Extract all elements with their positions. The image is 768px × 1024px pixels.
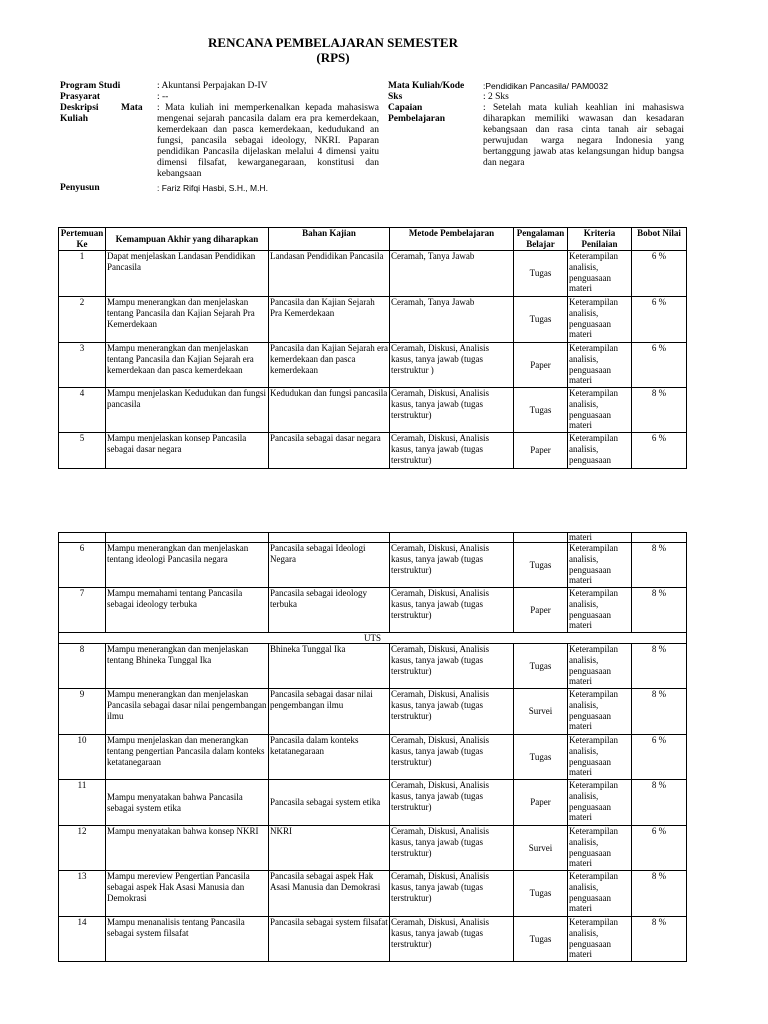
kriteria-cell: Keterampilan analisis, penguasaan materi: [568, 343, 632, 388]
kemampuan-cell: Mampu memahami tentang Pancasila sebagai ideology terbuka: [106, 588, 269, 633]
kemampuan-cell: Mampu menjelaskan Kedudukan dan fungsi pancasila: [106, 388, 269, 433]
kriteria-cell: Keterampilan analisis, penguasaan: [568, 433, 632, 469]
bobot-cell: 8 %: [632, 543, 687, 588]
bahan-cell: Pancasila sebagai aspek Hak Asasi Manusia dan Demokrasi: [269, 871, 390, 917]
header-pertemuan: Pertemuan Ke: [59, 228, 106, 251]
pertemuan-cell: 14: [59, 917, 106, 962]
table-row: [59, 780, 687, 826]
table-row: [59, 644, 687, 689]
pengalaman-cell: Paper: [514, 433, 568, 469]
kriteria-cell: Keterampilan analisis, penguasaan materi: [568, 917, 632, 962]
table-row: [59, 543, 687, 588]
mata-kuliah-label: Mata Kuliah/Kode: [388, 81, 465, 91]
pertemuan-cell: 3: [59, 343, 106, 388]
bahan-cell: Pancasila dan Kajian Sejarah era kemerdekaan dan pasca kemerdekaan: [269, 343, 390, 388]
bobot-cell: 8 %: [632, 871, 687, 917]
kriteria-cell: Keterampilan analisis, penguasaan materi: [568, 644, 632, 689]
bahan-cell: Pancasila sebagai Ideologi Negara: [269, 543, 390, 588]
kemampuan-cell: Mampu menerangkan dan menjelaskan tentang Pancasila dan Kajian Sejarah era kemerdekaan dan pasca kemerdekaan: [106, 343, 269, 388]
bahan-cell: Pancasila dan Kajian Sejarah Pra Kemerdekaan: [269, 297, 390, 343]
pengalaman-cell: Survei: [514, 689, 568, 735]
kriteria-cell: Keterampilan analisis, penguasaan materi: [568, 388, 632, 433]
schedule-table-page-2: [58, 532, 687, 962]
bahan-cell: NKRI: [269, 826, 390, 871]
carry-over-row: [59, 533, 687, 543]
deskripsi-label-kuliah: Kuliah: [60, 114, 88, 124]
kemampuan-cell: Mampu menyatakan bahwa Pancasila sebagai system etika: [106, 780, 269, 826]
pertemuan-cell: 7: [59, 588, 106, 633]
kriteria-cell: Keterampilan analisis, penguasaan materi: [568, 689, 632, 735]
header-kemampuan: Kemampuan Akhir yang diharapkan: [106, 228, 269, 251]
table-row: [59, 917, 687, 962]
metode-cell: Ceramah, Tanya Jawab: [390, 297, 514, 343]
prasyarat-label: Prasyarat: [60, 92, 101, 102]
metode-cell: Ceramah, Diskusi, Analisis kasus, tanya jawab (tugas terstruktur): [390, 689, 514, 735]
bobot-cell: 6 %: [632, 433, 687, 469]
table-row: [59, 826, 687, 871]
metode-cell: Ceramah, Diskusi, Analisis kasus, tanya jawab (tugas terstruktur ): [390, 343, 514, 388]
kriteria-cell: Keterampilan analisis, penguasaan materi: [568, 871, 632, 917]
schedule-table-page-1: [58, 227, 687, 469]
pertemuan-cell: 4: [59, 388, 106, 433]
bahan-cell: Kedudukan dan fungsi pancasila: [269, 388, 390, 433]
table-row: [59, 388, 687, 433]
pertemuan-cell: 8: [59, 644, 106, 689]
pertemuan-cell: 10: [59, 735, 106, 780]
pengalaman-cell: Tugas: [514, 388, 568, 433]
pengalaman-cell: Paper: [514, 780, 568, 826]
uts-row: [59, 633, 687, 644]
deskripsi-label-mata: Mata: [121, 103, 143, 113]
kriteria-cell: Keterampilan analisis, penguasaan materi: [568, 826, 632, 871]
bahan-cell: Pancasila sebagai system etika: [269, 780, 390, 826]
metode-cell: Ceramah, Diskusi, Analisis kasus, tanya jawab (tugas terstruktur): [390, 871, 514, 917]
pertemuan-cell: 11: [59, 780, 106, 826]
header-pengalaman: Pengalaman Belajar: [514, 228, 568, 251]
header-bahan: Bahan Kajian: [269, 228, 390, 251]
pengalaman-cell: Tugas: [514, 297, 568, 343]
kriteria-cell: Keterampilan analisis, penguasaan materi: [568, 588, 632, 633]
bahan-cell: Landasan Pendidikan Pancasila: [269, 251, 390, 297]
bobot-cell: 6 %: [632, 297, 687, 343]
metode-cell: Ceramah, Tanya Jawab: [390, 251, 514, 297]
bobot-cell: 6 %: [632, 251, 687, 297]
metode-cell: Ceramah, Diskusi, Analisis kasus, tanya jawab (tugas terstruktur): [390, 826, 514, 871]
capaian-label-pembelajaran: Pembelajaran: [388, 114, 445, 124]
sks-label: Sks: [388, 92, 403, 102]
program-studi-label: Program Studi: [60, 81, 121, 91]
kriteria-cell: Keterampilan analisis, penguasaan materi: [568, 735, 632, 780]
pertemuan-cell: 13: [59, 871, 106, 917]
uts-label: UTS: [59, 633, 687, 644]
capaian-label: Capaian: [388, 103, 423, 113]
pengalaman-cell: Tugas: [514, 644, 568, 689]
bobot-cell: 6 %: [632, 735, 687, 780]
kemampuan-cell: Mampu menyatakan bahwa konsep NKRI: [106, 826, 269, 871]
bahan-cell: Pancasila sebagai dasar negara: [269, 433, 390, 469]
kriteria-cell: Keterampilan analisis, penguasaan materi: [568, 543, 632, 588]
sks-value: : 2 Sks: [483, 92, 509, 102]
kemampuan-cell: Mampu menerangkan dan menjelaskan tentang Pancasila dan Kajian Sejarah Pra Kemerdekaan: [106, 297, 269, 343]
metode-cell: Ceramah, Diskusi, Analisis kasus, tanya jawab (tugas terstruktur): [390, 644, 514, 689]
deskripsi-value: : Mata kuliah ini memperkenalkan kepada mahasiswa mengenai sejarah pancasila dalam era pra kemerdekaan, kemerdekaan dan pasca kemerdekaan, kedudukand an fungsi, pancasila sebagai ideology, NKRI. Paparan pendidikan Pancasila dijelaskan melalui 4 dimensi yaitu dimensi filsafat, kewarganegaraan, konstitusi dan kebangsaan: [157, 103, 379, 179]
metode-cell: Ceramah, Diskusi, Analisis kasus, tanya jawab (tugas terstruktur): [390, 433, 514, 469]
carry-over-cell: materi: [568, 533, 632, 543]
table-row: [59, 433, 687, 469]
document-subtitle: (RPS): [316, 50, 350, 65]
kemampuan-cell: Dapat menjelaskan Landasan Pendidikan Pancasila: [106, 251, 269, 297]
prasyarat-value: : --: [157, 92, 169, 102]
bobot-cell: 6 %: [632, 343, 687, 388]
metode-cell: Ceramah, Diskusi, Analisis kasus, tanya jawab (tugas terstruktur): [390, 780, 514, 826]
table-row: [59, 871, 687, 917]
table-row: [59, 297, 687, 343]
bobot-cell: 8 %: [632, 388, 687, 433]
kemampuan-cell: Mampu menjelaskan konsep Pancasila sebagai dasar negara: [106, 433, 269, 469]
kriteria-cell: Keterampilan analisis, penguasaan materi: [568, 297, 632, 343]
metode-cell: Ceramah, Diskusi, Analisis kasus, tanya jawab (tugas terstruktur): [390, 543, 514, 588]
kemampuan-cell: Mampu menerangkan dan menjelaskan tentang ideologi Pancasila negara: [106, 543, 269, 588]
header-metode: Metode Pembelajaran: [390, 228, 514, 251]
bahan-cell: Bhineka Tunggal Ika: [269, 644, 390, 689]
pengalaman-cell: Paper: [514, 343, 568, 388]
pertemuan-cell: 1: [59, 251, 106, 297]
pertemuan-cell: 2: [59, 297, 106, 343]
kriteria-cell: Keterampilan analisis, penguasaan materi: [568, 780, 632, 826]
bahan-cell: Pancasila sebagai ideology terbuka: [269, 588, 390, 633]
metode-cell: Ceramah, Diskusi, Analisis kasus, tanya jawab (tugas terstruktur): [390, 388, 514, 433]
header-kriteria: Kriteria Penilaian: [568, 228, 632, 251]
metode-cell: Ceramah, Diskusi, Analisis kasus, tanya jawab (tugas terstruktur): [390, 588, 514, 633]
table-row: [59, 689, 687, 735]
pertemuan-cell: 5: [59, 433, 106, 469]
kemampuan-cell: Mampu menerangkan dan menjelaskan Pancasila sebagai dasar nilai pengembangan ilmu: [106, 689, 269, 735]
bobot-cell: 6 %: [632, 826, 687, 871]
bobot-cell: 8 %: [632, 689, 687, 735]
metode-cell: Ceramah, Diskusi, Analisis kasus, tanya jawab (tugas terstruktur): [390, 917, 514, 962]
kriteria-cell: Keterampilan analisis, penguasaan materi: [568, 251, 632, 297]
program-studi-value: : Akuntansi Perpajakan D-IV: [157, 81, 268, 91]
kemampuan-cell: Mampu mereview Pengertian Pancasila sebagai aspek Hak Asasi Manusia dan Demokrasi: [106, 871, 269, 917]
pengalaman-cell: Survei: [514, 826, 568, 871]
bahan-cell: Pancasila dalam konteks ketatanegaraan: [269, 735, 390, 780]
bobot-cell: 8 %: [632, 780, 687, 826]
pengalaman-cell: Tugas: [514, 543, 568, 588]
penyusun-value: : Fariz Rifqi Hasbi, S.H., M.H.: [157, 183, 268, 193]
metode-cell: Ceramah, Diskusi, Analisis kasus, tanya jawab (tugas terstruktur): [390, 735, 514, 780]
mata-kuliah-value: :Pendidikan Pancasila/ PAM0032: [483, 81, 609, 91]
pengalaman-cell: Tugas: [514, 871, 568, 917]
pertemuan-cell: 6: [59, 543, 106, 588]
bobot-cell: 8 %: [632, 588, 687, 633]
bobot-cell: 8 %: [632, 917, 687, 962]
bahan-cell: Pancasila sebagai system filsafat: [269, 917, 390, 962]
bobot-cell: 8 %: [632, 644, 687, 689]
bahan-cell: Pancasila sebagai dasar nilai pengembangan ilmu: [269, 689, 390, 735]
pertemuan-cell: 12: [59, 826, 106, 871]
header-bobot: Bobot Nilai: [632, 228, 687, 251]
pengalaman-cell: Tugas: [514, 917, 568, 962]
capaian-value: : Setelah mata kuliah keahlian ini mahasiswa diharapkan memiliki wawasan dan kesadaran kebangsaan dan rasa cinta tanah air sebagai perwujudan warga negara Indonesia yang bertanggung jawab atas kelangsungan hidup bangsa dan negara: [483, 103, 684, 168]
deskripsi-label: Deskripsi: [60, 103, 99, 113]
pengalaman-cell: Paper: [514, 588, 568, 633]
pertemuan-cell: 9: [59, 689, 106, 735]
table-row: [59, 251, 687, 297]
table-row: [59, 588, 687, 633]
penyusun-label: Penyusun: [60, 183, 100, 193]
table-row: [59, 343, 687, 388]
document-title: RENCANA PEMBELAJARAN SEMESTER: [208, 35, 458, 50]
kemampuan-cell: Mampu menjelaskan dan menerangkan tentang pengertian Pancasila dalam konteks ketatanegaraan: [106, 735, 269, 780]
pengalaman-cell: Tugas: [514, 735, 568, 780]
pengalaman-cell: Tugas: [514, 251, 568, 297]
table-row: [59, 735, 687, 780]
kemampuan-cell: Mampu menanalisis tentang Pancasila sebagai system filsafat: [106, 917, 269, 962]
kemampuan-cell: Mampu menerangkan dan menjelaskan tentang Bhineka Tunggal Ika: [106, 644, 269, 689]
